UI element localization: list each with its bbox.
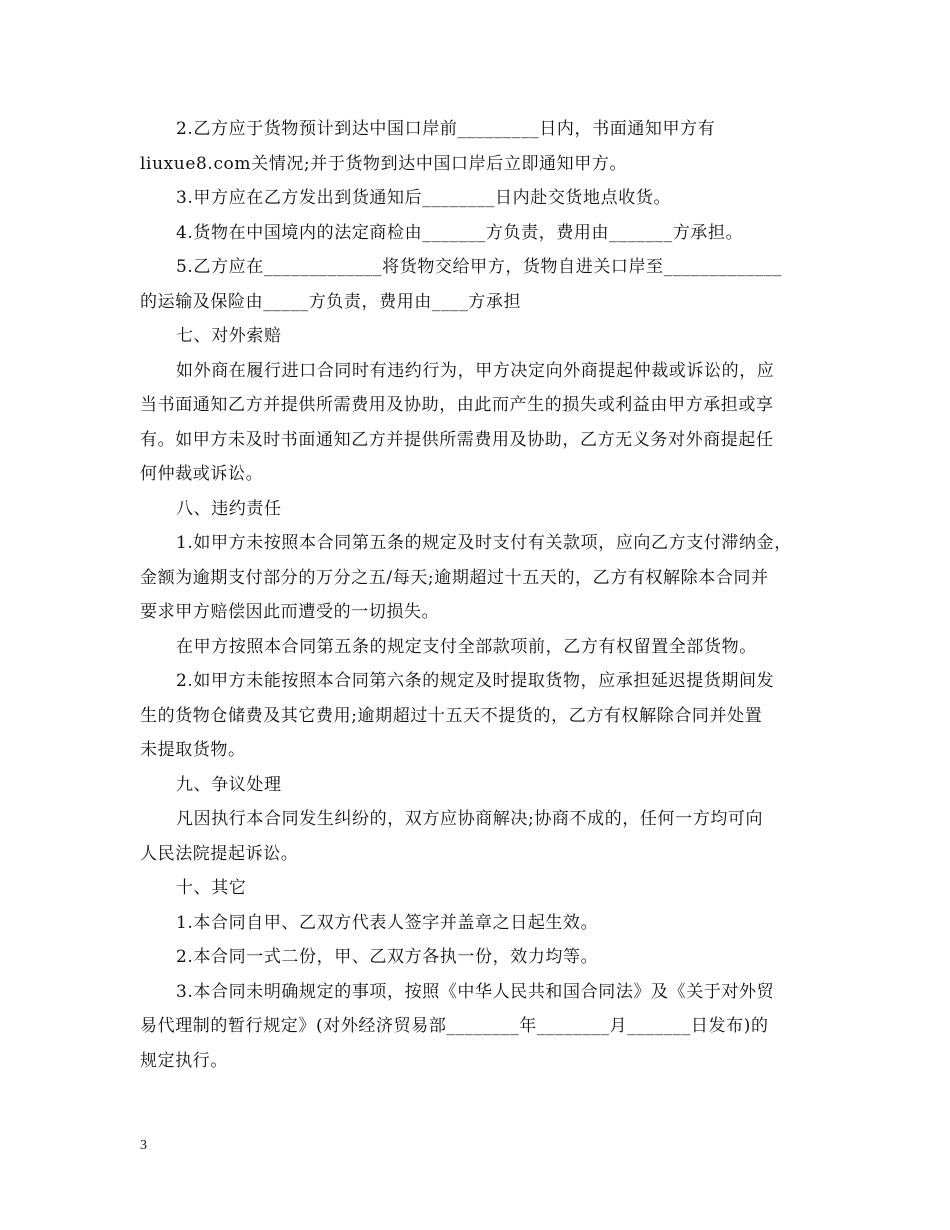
clause-6-5-line-2: 的运输及保险由_____方负责，费用由____方承担 <box>140 291 522 312</box>
clause-8-1-lien: 在甲方按照本合同第五条的规定支付全部款项前，乙方有权留置全部货物。 <box>176 636 757 657</box>
clause-10-1: 1.本合同自甲、乙双方代表人签字并盖章之日起生效。 <box>176 912 599 933</box>
clause-8-1-line-2: 金额为逾期支付部分的万分之五/每天;逾期超过十五天的，乙方有权解除本合同并 <box>140 567 769 588</box>
section-7-line-4: 何仲裁或诉讼。 <box>140 464 264 484</box>
clause-6-4: 4.货物在中国境内的法定商检由_______方负责，费用由_______方承担。 <box>176 222 744 243</box>
clause-10-2: 2.本合同一式二份，甲、乙双方各执一份，效力均等。 <box>176 947 599 967</box>
section-7-line-1: 如外商在履行进口合同时有违约行为，甲方决定向外商提起仲裁或诉讼的，应 <box>176 360 775 381</box>
section-7-line-3: 有。如甲方未及时书面通知乙方并提供所需费用及协助，乙方无义务对外商提起任 <box>140 429 774 450</box>
section-heading-9: 九、争议处理 <box>176 774 282 795</box>
clause-8-2-line-3: 未提取货物。 <box>140 740 246 760</box>
clause-8-1-line-3: 要求甲方赔偿因此而遭受的一切损失。 <box>140 602 440 622</box>
clause-6-2-line-1: 2.乙方应于货物预计到达中国口岸前_________日内，书面通知甲方有 <box>176 119 716 139</box>
clause-8-2-line-2: 生的货物仓储费及其它费用;逾期超过十五天不提货的，乙方有权解除合同并处置 <box>140 705 763 726</box>
clause-10-3-line-2: 易代理制的暂行规定》(对外经济贸易部________年________月_______日发布)的 <box>140 1016 769 1036</box>
clause-8-2-line-1: 2.如甲方未能按照本合同第六条的规定及时提取货物，应承担延迟提货期间发 <box>176 671 775 691</box>
section-7-line-2: 当书面通知乙方并提供所需费用及协助，由此而产生的损失或利益由甲方承担或享 <box>140 395 774 415</box>
section-9-line-2: 人民法院提起诉讼。 <box>140 843 299 864</box>
section-heading-7: 七、对外索赔 <box>176 326 282 346</box>
section-9-line-1: 凡因执行本合同发生纠纷的，双方应协商解决;协商不成的，任何一方均可向 <box>176 809 764 829</box>
section-heading-8: 八、违约责任 <box>176 498 282 519</box>
clause-6-5-line-1: 5.乙方应在_____________将货物交给甲方，货物自进关口岸至_____________ <box>176 257 783 277</box>
clause-8-1-line-1: 1.如甲方未按照本合同第五条的规定及时支付有关款项，应向乙方支付滞纳金， <box>176 533 792 553</box>
page-number: 3 <box>140 1138 147 1153</box>
clause-6-2-line-2: liuxue8.com关情况;并于货物到达中国口岸后立即通知甲方。 <box>140 153 628 174</box>
section-heading-10: 十、其它 <box>176 878 247 898</box>
clause-10-3-line-1: 3.本合同未明确规定的事项，按照《中华人民共和国合同法》及《关于对外贸 <box>176 981 775 1002</box>
clause-6-3: 3.甲方应在乙方发出到货通知后________日内赴交货地点收货。 <box>176 188 672 208</box>
clause-10-3-line-3: 规定执行。 <box>140 1050 228 1071</box>
contract-text <box>140 112 812 1078</box>
